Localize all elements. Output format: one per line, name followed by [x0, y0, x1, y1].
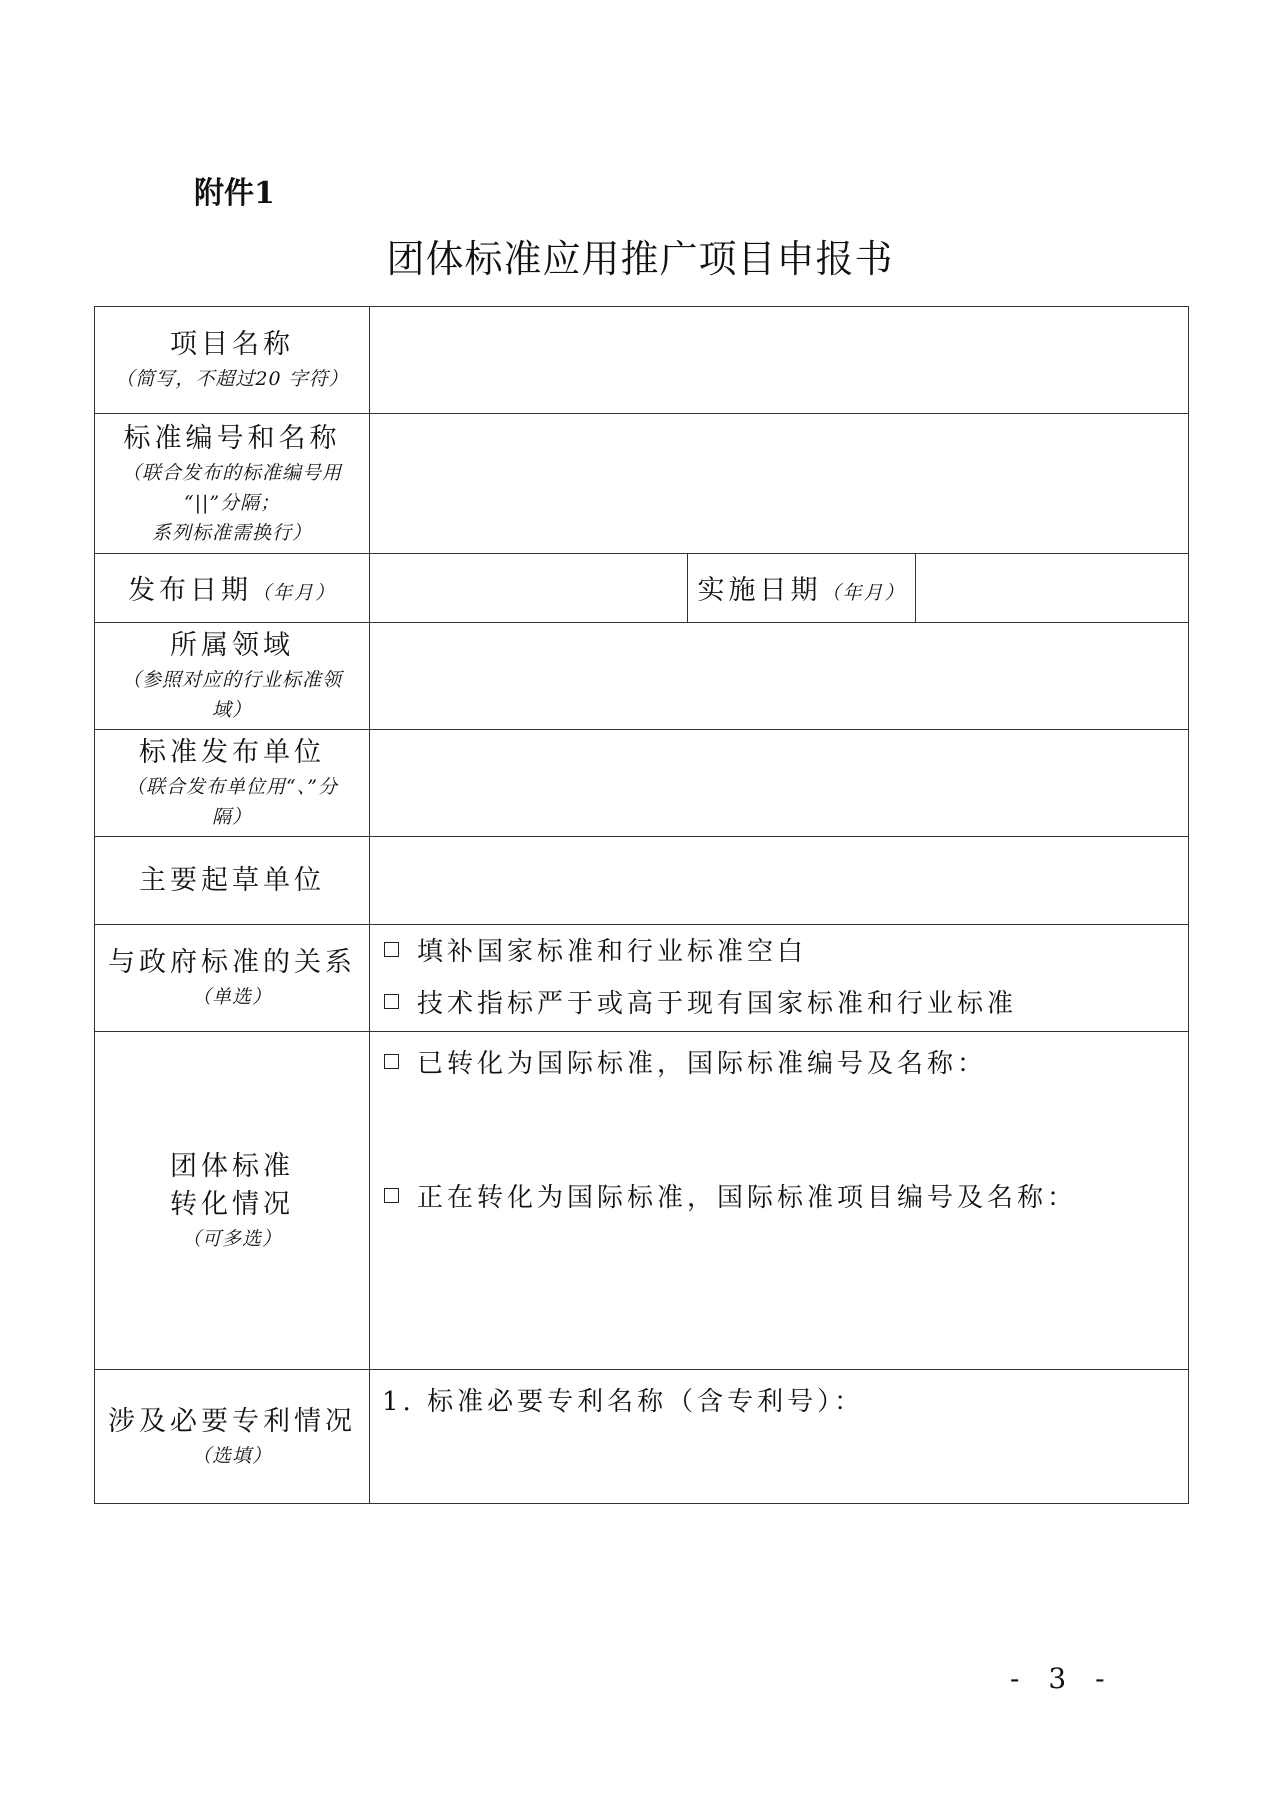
label-note-line: （参照对应的行业标准领: [121, 669, 342, 691]
label-standard-number-name: [95, 414, 370, 554]
input-field[interactable]: [370, 623, 1189, 730]
checkbox-icon[interactable]: [384, 1054, 399, 1069]
label-main: 项目名称: [170, 329, 294, 360]
relation-option[interactable]: [370, 926, 1188, 978]
label-field: [95, 623, 370, 730]
row-dates: [95, 554, 1189, 623]
label-note-line: 隔）: [211, 806, 252, 828]
input-implement-date[interactable]: [916, 554, 1189, 623]
row-drafter: [95, 837, 1189, 925]
label-main-line: 团体标准: [170, 1150, 294, 1182]
label-publish-date: [95, 554, 370, 623]
row-conversion: [95, 1032, 1189, 1370]
page-number: - 3 -: [1010, 1662, 1115, 1695]
label-main: 主要起草单位: [139, 864, 325, 896]
input-standard-number-name[interactable]: [370, 414, 1189, 554]
document-title: 团体标准应用推广项目申报书: [386, 237, 894, 281]
label-note: （年月）: [821, 582, 906, 604]
relation-option[interactable]: [370, 978, 1188, 1030]
label-conversion: [95, 1032, 370, 1370]
label-main: 标准编号和名称: [123, 422, 341, 454]
row-publisher: [95, 730, 1189, 837]
label-note-line: “||”分隔；: [183, 491, 281, 514]
checkbox-icon[interactable]: [384, 1188, 399, 1203]
row-patent: [95, 1370, 1189, 1504]
label-publisher: [95, 730, 370, 837]
label-main: 所属领域: [170, 630, 294, 661]
option-label: 正在转化为国际标准，国际标准项目编号及名称：: [417, 1183, 1078, 1213]
conversion-options: [370, 1032, 1189, 1370]
label-note: （简写，不超过20 字符）: [115, 368, 349, 390]
application-form-table: [94, 306, 1189, 1504]
relation-options: [370, 925, 1189, 1032]
label-note-line: （联合发布单位用“、”分: [126, 776, 338, 798]
attachment-label: 附件1: [194, 176, 275, 211]
label-implement-date: [688, 554, 916, 623]
option-label: 填补国家标准和行业标准空白: [417, 937, 808, 967]
label-note-line: 系列标准需换行）: [151, 521, 312, 544]
conversion-option[interactable]: [370, 1172, 1188, 1224]
input-drafter[interactable]: [370, 837, 1189, 925]
patent-item: 1. 标准必要专利名称（含专利号）：: [382, 1387, 865, 1417]
label-note: （单选）: [191, 986, 272, 1008]
input-publish-date[interactable]: [370, 554, 688, 623]
checkbox-icon[interactable]: [384, 942, 399, 957]
label-main: 与政府标准的关系: [108, 947, 356, 978]
label-note: （选填）: [191, 1444, 272, 1467]
label-patent: [95, 1370, 370, 1504]
row-project-name: [95, 307, 1189, 414]
label-relation: [95, 925, 370, 1032]
input-publisher[interactable]: [370, 730, 1189, 837]
label-main-line: 转化情况: [170, 1188, 294, 1220]
checkbox-icon[interactable]: [384, 994, 399, 1009]
label-main: 发布日期: [127, 575, 252, 606]
label-note-line: （联合发布的标准编号用: [121, 461, 342, 484]
label-note: （年月）: [251, 582, 336, 604]
row-standard-number-name: [95, 414, 1189, 554]
label-project-name: [95, 307, 370, 414]
label-main: 标准发布单位: [139, 737, 325, 768]
option-label: 已转化为国际标准，国际标准编号及名称：: [417, 1049, 988, 1079]
conversion-option[interactable]: [370, 1038, 1188, 1090]
option-label: 技术指标严于或高于现有国家标准和行业标准: [417, 989, 1018, 1019]
input-project-name[interactable]: [370, 307, 1189, 414]
label-note: （可多选）: [181, 1227, 282, 1250]
label-main: 实施日期: [697, 575, 822, 606]
input-patent[interactable]: [370, 1370, 1189, 1504]
row-relation: [95, 925, 1189, 1032]
label-note-line: 域）: [211, 699, 252, 721]
row-field: [95, 623, 1189, 730]
label-main: 涉及必要专利情况: [108, 1405, 356, 1437]
label-drafter: [95, 837, 370, 925]
